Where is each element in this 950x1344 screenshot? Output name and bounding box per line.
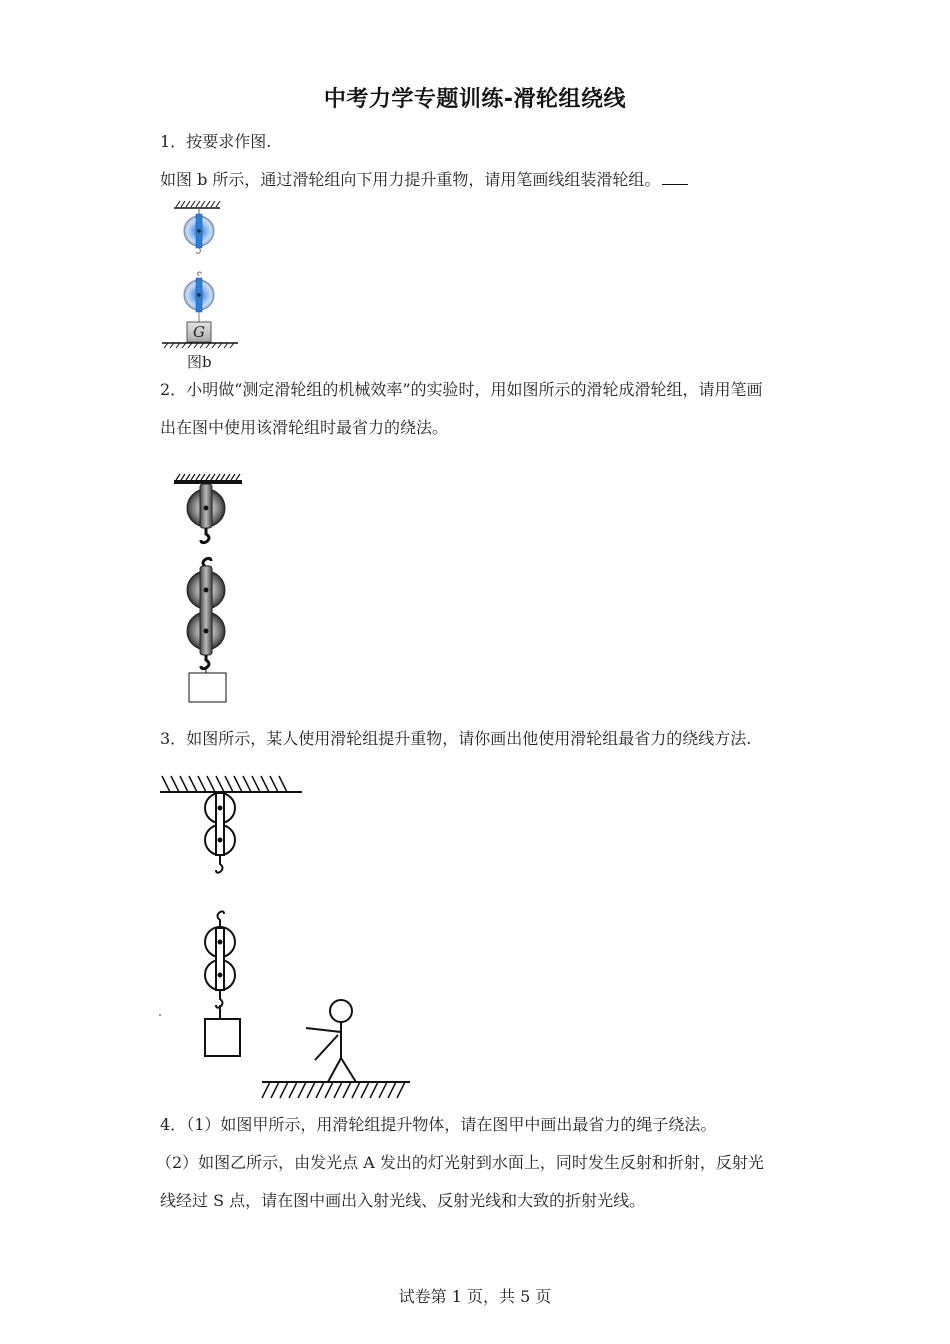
q3-movable-pulley-icon [205,911,235,1019]
question-3-text-1: 如图所示，某人使用滑轮组提升重物，请你画出他使用滑轮组最省力的绕线方法. [186,729,752,748]
question-2-text-1: 小明做“测定滑轮组的机械效率”的实验时，用如图所示的滑轮成滑轮组，请用笔画 [186,380,763,399]
page-title: 中考力学专题训练-滑轮组绕线 [323,87,627,112]
weight-label: G [193,323,205,341]
question-4-number: 4． [160,1115,187,1134]
q3-ceiling-hatch [160,776,302,792]
question-3-number: 3． [160,729,187,748]
q3-ground-hatch [262,1082,410,1098]
question-2-text-2: 出在图中使用该滑轮组时最省力的绕法。 [160,418,449,437]
question-2-number: 2． [160,380,187,399]
person-figure [306,1000,356,1082]
question-4-text-3: 线经过 S 点，请在图中画出入射光线、反射光线和大致的折射光线。 [160,1191,646,1210]
figure-b-caption: 图b [187,353,212,371]
question-4-text-1: （1）如图甲所示，用滑轮组提升物体，请在图甲中画出最省力的绳子绕法。 [186,1115,717,1134]
question-4-text-2: （2）如图乙所示，由发光点 A 发出的灯光射到水面上，同时发生反射和折射，反射光 [156,1153,764,1172]
question-1-number: 1． [160,132,187,151]
question-1-text-2: 如图 b 所示，通过滑轮组向下用力提升重物，请用笔画线组装滑轮组。 [160,170,661,189]
stray-dot [159,1014,161,1016]
q3-weight-box [205,1019,240,1056]
question-4-line-1 [160,1115,716,1135]
question-1-text-1: 按要求作图. [186,132,272,151]
q3-fixed-pulley-icon [205,793,235,873]
page-footer: 试卷第 1 页，共 5 页 [398,1287,552,1306]
